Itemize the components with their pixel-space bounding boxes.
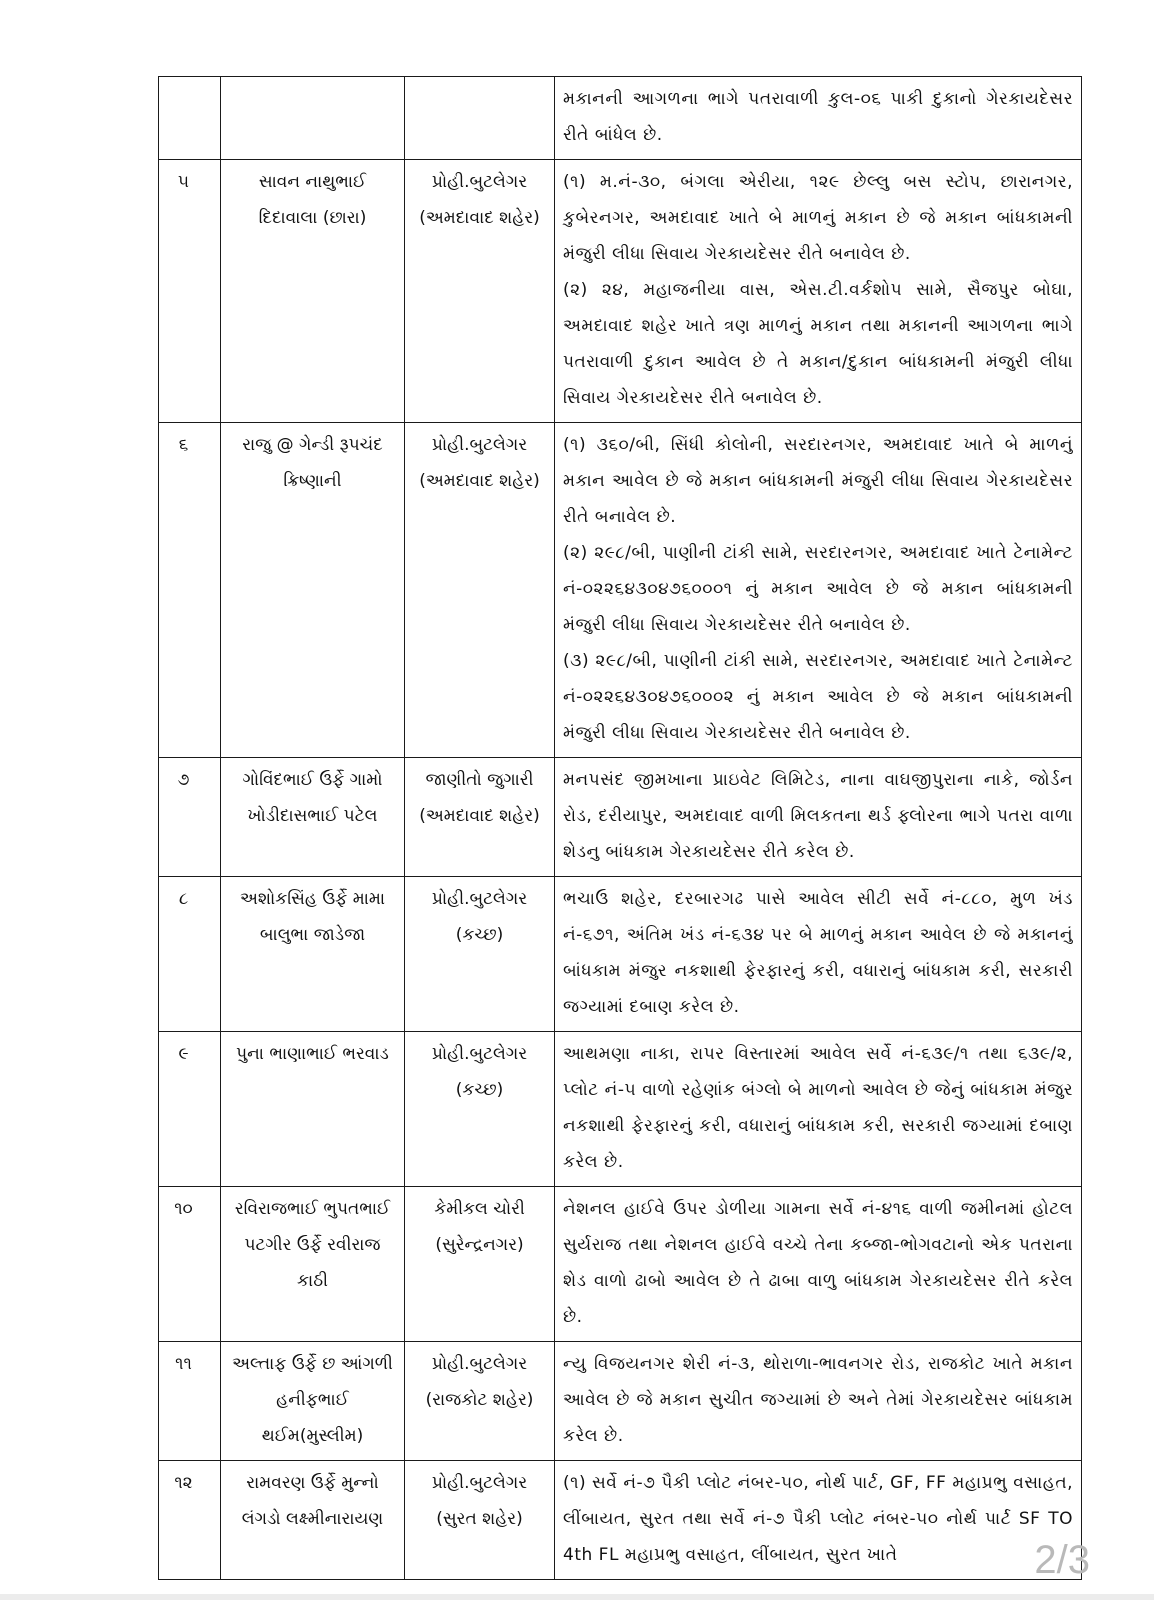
property-detail: (૨) ૨૪, મહાજનીયા વાસ, એસ.ટી.વર્કશોપ સામે, સૈજપુર બોઘા, અમદાવાદ શહેર ખાતે ત્રણ માળનું મકાન તથા મકાનની આગળના ભાગે પતરાવાળી દુકાન આવેલ છે તે મકાન/દુકાન બાંધકામની મંજુરી લીધા સિવાય ગેરકાયદેસર રીતે બનાવેલ છે.	[563, 280, 1073, 408]
property-detail: (૨) ૨૯૮/બી, પાણીની ટાંકી સામે, સરદારનગર, અમદાવાદ ખાતે ટેનામેન્ટ નં-૦૨૨૬૪૩૦૪૭૬૦૦૦૧ નું મકાન આવેલ છે જે મકાન બાંધકામની મંજુરી લીધા સિવાય ગેરકાયદેસર રીતે બનાવેલ છે.	[563, 543, 1073, 635]
property-detail: (૧) સર્વે નં-૭ પૈકી પ્લોટ નંબર-૫૦, નોર્થ પાર્ટ, GF, FF મહાપ્રભુ વસાહત, લીંબાયત, સુરત તથા સર્વે નં-૭ પૈકી પ્લોટ નંબર-૫૦ નોર્થ પાર્ટ SF TO 4th FL મહાપ્રભુ વસાહત, લીંબાયત, સુરત ખાતે	[563, 1473, 1073, 1565]
table-row	[159, 1461, 1082, 1580]
serial-number	[159, 77, 221, 160]
serial-number: ૯	[159, 1032, 221, 1187]
offence-type: પ્રોહી.બુટલેગર (અમદાવાદ શહેર)	[405, 423, 555, 758]
property-details	[555, 877, 1082, 1032]
property-detail: આથમણા નાકા, રાપર વિસ્તારમાં આવેલ સર્વે નં-૬૩૯/૧ તથા ૬૩૯/૨, પ્લોટ નં-૫ વાળો રહેણાંક બંગ્લો બે માળનો આવેલ છે જેનું બાંધકામ મંજુર નકશાથી ફેરફારનું કરી, વધારાનું બાંધકામ કરી, સરકારી જગ્યામાં દબાણ કરેલ છે.	[563, 1044, 1073, 1172]
property-details	[555, 758, 1082, 877]
property-detail: મનપસંદ જીમખાના પ્રાઇવેટ લિમિટેડ, નાના વાઘજીપુરાના નાકે, જોર્ડન રોડ, દરીયાપુર, અમદાવાદ વાળી મિલકતના થર્ડ ફ્લોરના ભાગે પતરા વાળા શેડનુ બાંધકામ ગેરકાયદેસર રીતે કરેલ છે.	[563, 770, 1073, 862]
offence-type: પ્રોહી.બુટલેગર (રાજકોટ શહેર)	[405, 1342, 555, 1461]
property-details	[555, 160, 1082, 423]
serial-number: ૭	[159, 758, 221, 877]
accused-name: સાવન નાથુભાઈ દિદાવાલા (છારા)	[221, 160, 405, 423]
table-row	[159, 1032, 1082, 1187]
property-detail: નેશનલ હાઈવે ઉપર ડોળીયા ગામના સર્વે નં-૪૧૬ વાળી જમીનમાં હોટલ સુર્યરાજ તથા નેશનલ હાઈવે વચ્ચે તેના કબ્જા-ભોગવટાનો એક પતરાના શેડ વાળો ઢાબો આવેલ છે તે ઢાબા વાળુ બાંધકામ ગેરકાયદેસર રીતે કરેલ છે.	[563, 1199, 1073, 1327]
offence-type: પ્રોહી.બુટલેગર (સુરત શહેર)	[405, 1461, 555, 1580]
table-row	[159, 423, 1082, 758]
offence-type: જાણીતો જુગારી (અમદાવાદ શહેર)	[405, 758, 555, 877]
table-row	[159, 1187, 1082, 1342]
property-details	[555, 77, 1082, 160]
bottom-bar	[0, 1594, 1154, 1600]
page-indicator: 2/3	[1034, 1538, 1090, 1582]
accused-name: ગોવિંદભાઈ ઉર્ફે ગામો ખોડીદાસભાઈ પટેલ	[221, 758, 405, 877]
offence-type	[405, 77, 555, 160]
offence-type: પ્રોહી.બુટલેગર (કચ્છ)	[405, 877, 555, 1032]
property-detail: ભચાઉ શહેર, દરબારગઢ પાસે આવેલ સીટી સર્વે નં-૮૮૦, મુળ ખંડ નં-૬૭૧, અંતિમ ખંડ નં-૬૩૪ પર બે માળનું મકાન આવેલ છે જે મકાનનું બાંધકામ મંજુર નકશાથી ફેરફારનું કરી, વધારાનું બાંધકામ કરી, સરકારી જગ્યામાં દબાણ કરેલ છે.	[563, 889, 1073, 1017]
property-details	[555, 1032, 1082, 1187]
accused-name: રામવરણ ઉર્ફે મુન્નો લંગડો લક્ષ્મીનારાયણ	[221, 1461, 405, 1580]
serial-number: ૧૨	[159, 1461, 221, 1580]
table-row	[159, 1342, 1082, 1461]
accused-name	[221, 77, 405, 160]
accused-name: રવિરાજભાઈ ભુપતભાઈ પટગીર ઉર્ફે રવીરાજ કાઠી	[221, 1187, 405, 1342]
offence-type: કેમીકલ ચોરી (સુરેન્દ્રનગર)	[405, 1187, 555, 1342]
table-row	[159, 160, 1082, 423]
table-row	[159, 877, 1082, 1032]
property-details	[555, 1461, 1082, 1580]
serial-number: ૬	[159, 423, 221, 758]
property-details	[555, 1342, 1082, 1461]
serial-number: ૫	[159, 160, 221, 423]
property-detail: ન્યુ વિજયનગર શેરી નં-૩, થોરાળા-ભાવનગર રોડ, રાજકોટ ખાતે મકાન આવેલ છે જે મકાન સુચીત જગ્યામાં છે અને તેમાં ગેરકાયદેસર બાંધકામ કરેલ છે.	[563, 1354, 1073, 1446]
property-detail: (૩) ૨૯૮/બી, પાણીની ટાંકી સામે, સરદારનગર, અમદાવાદ ખાતે ટેનામેન્ટ નં-૦૨૨૬૪૩૦૪૭૬૦૦૦૨ નું મકાન આવેલ છે જે મકાન બાંધકામની મંજુરી લીધા સિવાય ગેરકાયદેસર રીતે બનાવેલ છે.	[563, 651, 1073, 743]
serial-number: ૮	[159, 877, 221, 1032]
accused-name: અલ્તાફ ઉર્ફે છ આંગળી હનીફભાઈ થઈમ(મુસ્લીમ)	[221, 1342, 405, 1461]
offence-type: પ્રોહી.બુટલેગર (કચ્છ)	[405, 1032, 555, 1187]
property-details	[555, 423, 1082, 758]
property-detail: મકાનની આગળના ભાગે પતરાવાળી કુલ-૦૬ પાકી દુકાનો ગેરકાયદેસર રીતે બાંધેલ છે.	[563, 89, 1073, 145]
serial-number: ૧૦	[159, 1187, 221, 1342]
accused-name: પુના ભાણાભાઈ ભરવાડ	[221, 1032, 405, 1187]
accused-name: અશોકસિંહ ઉર્ફે મામા બાલુભા જાડેજા	[221, 877, 405, 1032]
offence-type: પ્રોહી.બુટલેગર (અમદાવાદ શહેર)	[405, 160, 555, 423]
property-detail: (૧) મ.નં-૩૦, બંગલા એરીયા, ૧૨૯ છેલ્લુ બસ સ્ટોપ, છારાનગર, કુબેરનગર, અમદાવાદ ખાતે બે માળનું મકાન છે જે મકાન બાંધકામની મંજુરી લીધા સિવાય ગેરકાયદેસર રીતે બનાવેલ છે.	[563, 172, 1073, 264]
serial-number: ૧૧	[159, 1342, 221, 1461]
accused-name: રાજુ @ ગેન્ડી રૂપચંદ ક્રિષ્ણાની	[221, 423, 405, 758]
property-detail: (૧) ૩૬૦/બી, સિંધી કોલોની, સરદારનગર, અમદાવાદ ખાતે બે માળનું મકાન આવેલ છે જે મકાન બાંધકામની મંજુરી લીધા સિવાય ગેરકાયદેસર રીતે બનાવેલ છે.	[563, 435, 1073, 527]
table-row	[159, 77, 1082, 160]
property-details	[555, 1187, 1082, 1342]
records-table	[158, 76, 1082, 1580]
table-row	[159, 758, 1082, 877]
